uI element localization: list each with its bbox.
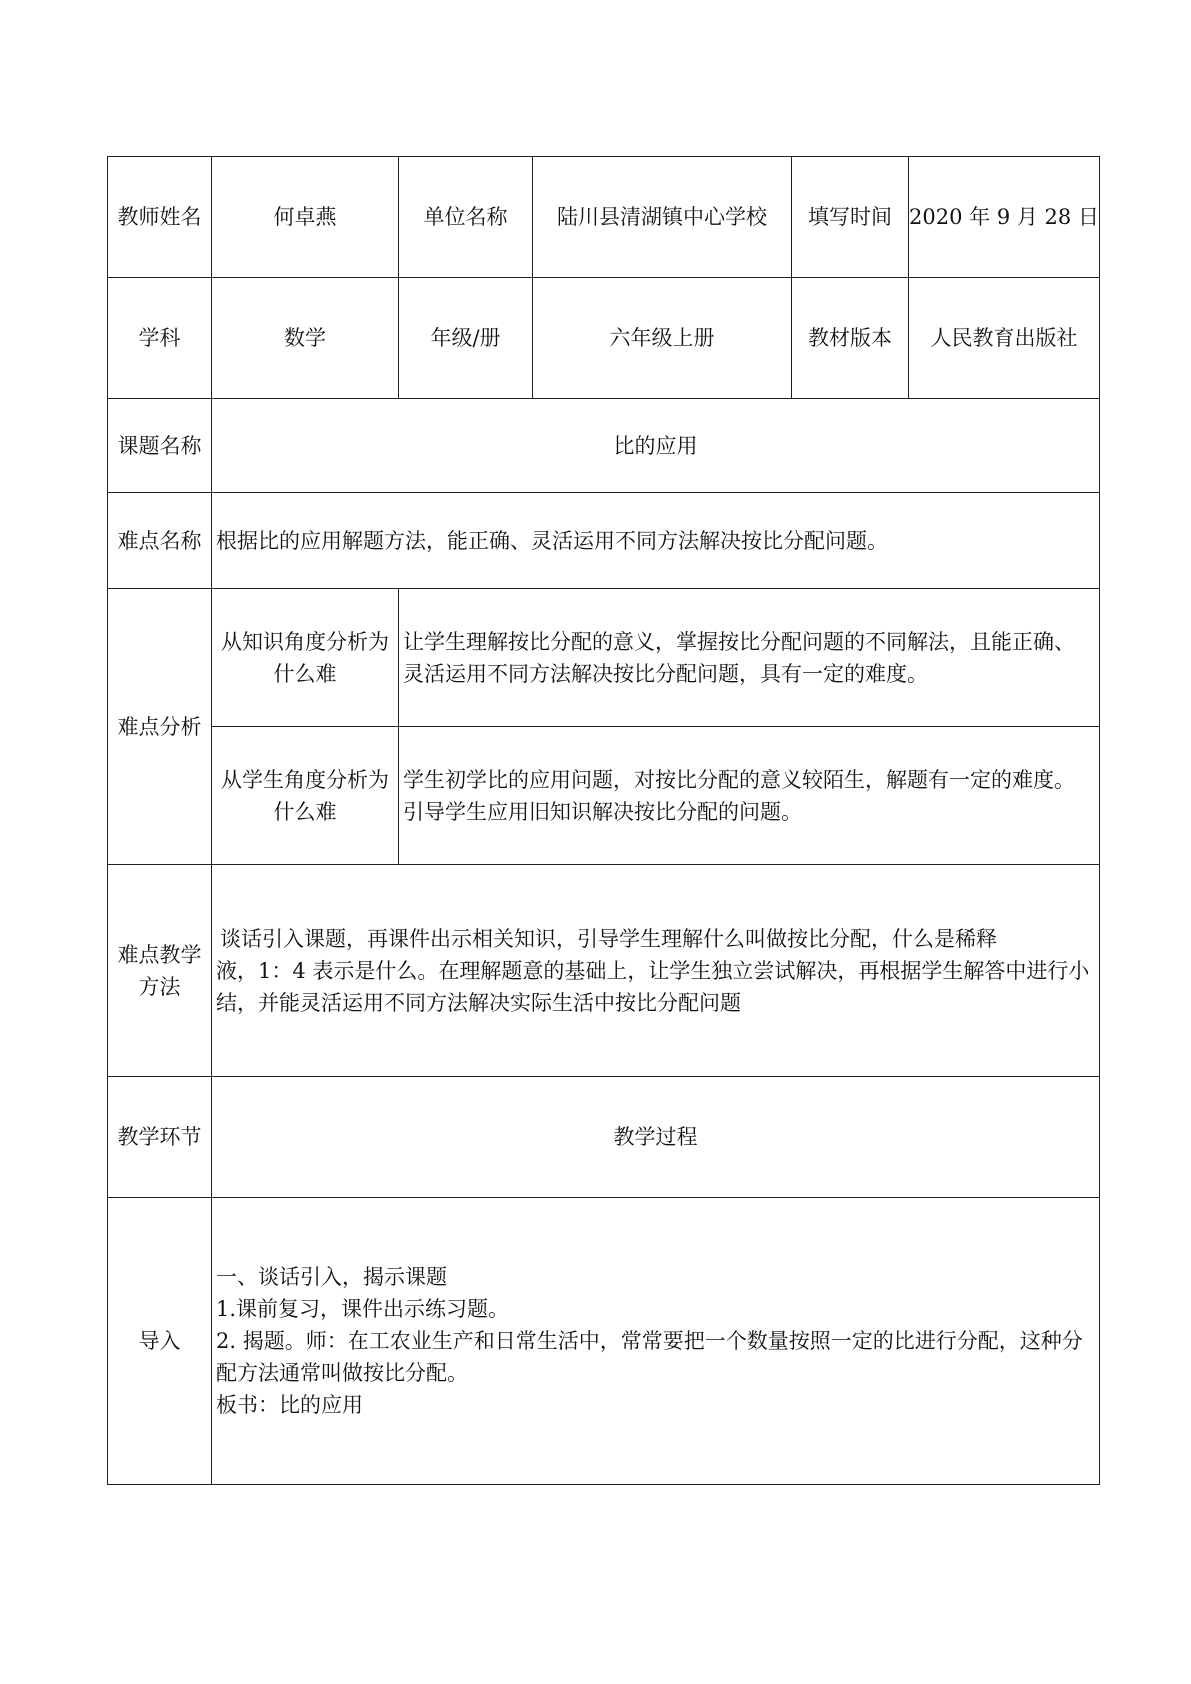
fill-date-label: 填写时间 xyxy=(792,157,909,278)
intro-row xyxy=(108,1198,1100,1485)
fill-date-value: 2020 年 9 月 28 日 xyxy=(909,157,1100,278)
method-line-1: 谈话引入课题，再课件出示相关知识，引导学生理解什么叫做按比分配，什么是稀释 xyxy=(220,926,997,951)
unit-name-label: 单位名称 xyxy=(399,157,533,278)
stage-label: 教学环节 xyxy=(108,1077,212,1198)
difficulty-value: 根据比的应用解题方法，能正确、灵活运用不同方法解决按比分配问题。 xyxy=(212,493,1100,589)
unit-name-value: 陆川县清湖镇中心学校 xyxy=(533,157,792,278)
method-value xyxy=(212,865,1100,1077)
intro-line-2: 1.课前复习，课件出示练习题。 xyxy=(216,1297,510,1321)
lesson-plan-table xyxy=(107,156,1100,1485)
difficulty-row xyxy=(108,493,1100,589)
difficulty-label: 难点名称 xyxy=(108,493,212,589)
info-row-2 xyxy=(108,278,1100,399)
process-label: 教学过程 xyxy=(212,1077,1100,1198)
subject-label: 学科 xyxy=(108,278,212,399)
student-analysis-value: 学生初学比的应用问题，对按比分配的意义较陌生，解题有一定的难度。引导学生应用旧知识解决按比分配的问题。 xyxy=(399,727,1100,865)
analysis-label: 难点分析 xyxy=(108,589,212,865)
analysis-row-knowledge xyxy=(108,589,1100,727)
knowledge-analysis-value: 让学生理解按比分配的意义，掌握按比分配问题的不同解法，且能正确、灵活运用不同方法解决按比分配问题，具有一定的难度。 xyxy=(399,589,1100,727)
grade-label: 年级/册 xyxy=(399,278,533,399)
analysis-row-student xyxy=(108,727,1100,865)
lesson-title-label: 课题名称 xyxy=(108,399,212,493)
intro-line-1: 一、谈话引入，揭示课题 xyxy=(216,1265,447,1289)
teacher-name-label: 教师姓名 xyxy=(108,157,212,278)
method-label: 难点教学方法 xyxy=(108,865,212,1077)
intro-content xyxy=(212,1198,1100,1485)
intro-label: 导入 xyxy=(108,1198,212,1485)
edition-value: 人民教育出版社 xyxy=(909,278,1100,399)
knowledge-analysis-label: 从知识角度分析为什么难 xyxy=(212,589,399,727)
method-row xyxy=(108,865,1100,1077)
intro-line-4: 板书：比的应用 xyxy=(216,1393,363,1417)
intro-line-3: 2. 揭题。师：在工农业生产和日常生活中，常常要把一个数量按照一定的比进行分配，这种分配方法通常叫做按比分配。 xyxy=(216,1329,1083,1385)
subject-value: 数学 xyxy=(212,278,399,399)
student-analysis-label: 从学生角度分析为什么难 xyxy=(212,727,399,865)
teacher-name-value: 何卓燕 xyxy=(212,157,399,278)
edition-label: 教材版本 xyxy=(792,278,909,399)
info-row-1 xyxy=(108,157,1100,278)
lesson-title-row xyxy=(108,399,1100,493)
stage-header-row xyxy=(108,1077,1100,1198)
method-line-2: 液，1：4 表示是什么。在理解题意的基础上，让学生独立尝试解决，再根据学生解答中进行小结，并能灵活运用不同方法解决实际生活中按比分配问题 xyxy=(216,958,1090,1015)
grade-value: 六年级上册 xyxy=(533,278,792,399)
lesson-title-value: 比的应用 xyxy=(212,399,1100,493)
